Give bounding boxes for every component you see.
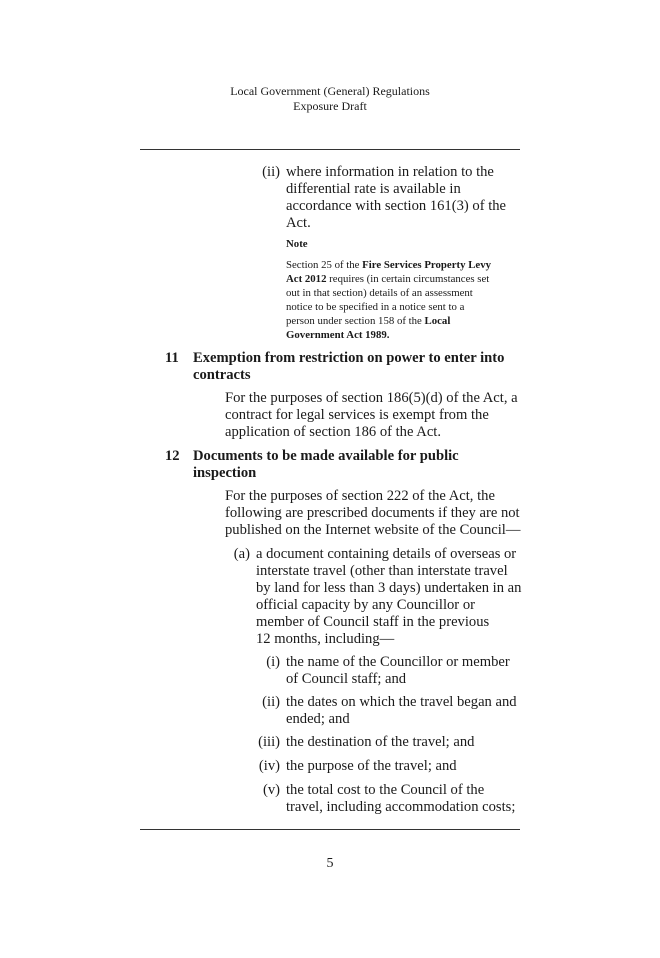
paragraph-text-line: official capacity by any Councillor or [256, 597, 475, 613]
section-number: 11 [165, 350, 179, 366]
paragraph-text-line: 12 months, including— [256, 631, 395, 647]
subparagraph-text-line: the purpose of the travel; and [286, 758, 457, 774]
item-text-line: accordance with section 161(3) of the [286, 198, 507, 214]
header-rule [140, 149, 520, 150]
subparagraph-label: (v) [262, 782, 280, 798]
section-body-line: For the purposes of section 186(5)(d) of the Act, a [225, 390, 518, 406]
note-line: Section 25 of the Fire Services Property Levy [286, 259, 491, 271]
subparagraph-text-line: ended; and [286, 711, 350, 727]
paragraph-label: (a) [233, 546, 250, 562]
subparagraph-label: (iv) [258, 758, 280, 774]
section-body-line: published on the Internet website of the Council— [225, 522, 521, 538]
section-heading: Documents to be made available for public [193, 448, 459, 464]
section-number: 12 [165, 448, 180, 464]
section-body-line: For the purposes of section 222 of the Act, the [225, 488, 495, 504]
note-line: person under section 158 of the Local [286, 315, 451, 327]
note-heading: Note [286, 238, 308, 250]
section-heading: Exemption from restriction on power to enter into [193, 350, 505, 366]
note-line: Act 2012 requires (in certain circumstances set [286, 273, 490, 285]
section-heading: inspection [193, 465, 257, 481]
running-header-subtitle: Exposure Draft [293, 99, 367, 113]
footer-rule [140, 829, 520, 830]
note-line: Government Act 1989. [286, 329, 390, 341]
paragraph-text-line: a document containing details of overseas or [256, 546, 517, 562]
section-body-line: contract for legal services is exempt from the [225, 407, 489, 423]
item-text-line: where information in relation to the [286, 164, 494, 180]
subparagraph-label: (iii) [258, 734, 280, 750]
subparagraph-text-line: of Council staff; and [286, 671, 407, 687]
subparagraph-label: (ii) [262, 694, 280, 710]
subparagraph-text-line: travel, including accommodation costs; [286, 799, 516, 815]
subparagraph-text-line: the destination of the travel; and [286, 734, 475, 750]
note-line: out in that section) details of an assessment [286, 287, 473, 299]
running-header-title: Local Government (General) Regulations [230, 84, 430, 98]
subparagraph-text-line: the dates on which the travel began and [286, 694, 517, 710]
subparagraph-text-line: the total cost to the Council of the [286, 782, 485, 798]
item-text-line: differential rate is available in [286, 181, 461, 197]
page-number: 5 [326, 856, 334, 871]
subparagraph-label: (i) [266, 654, 280, 670]
paragraph-text-line: interstate travel (other than interstate travel [256, 563, 508, 579]
paragraph-text-line: member of Council staff in the previous [256, 614, 490, 630]
section-heading: contracts [193, 367, 251, 383]
subparagraph-text-line: the name of the Councillor or member [286, 654, 510, 670]
note-line: notice to be specified in a notice sent to a [286, 301, 465, 313]
section-body-line: following are prescribed documents if they are not [225, 505, 520, 521]
item-label: (ii) [262, 164, 280, 180]
section-body-line: application of section 186 of the Act. [225, 424, 442, 440]
item-text-line: Act. [286, 215, 311, 231]
paragraph-text-line: by land for less than 3 days) undertaken in an [256, 580, 522, 596]
